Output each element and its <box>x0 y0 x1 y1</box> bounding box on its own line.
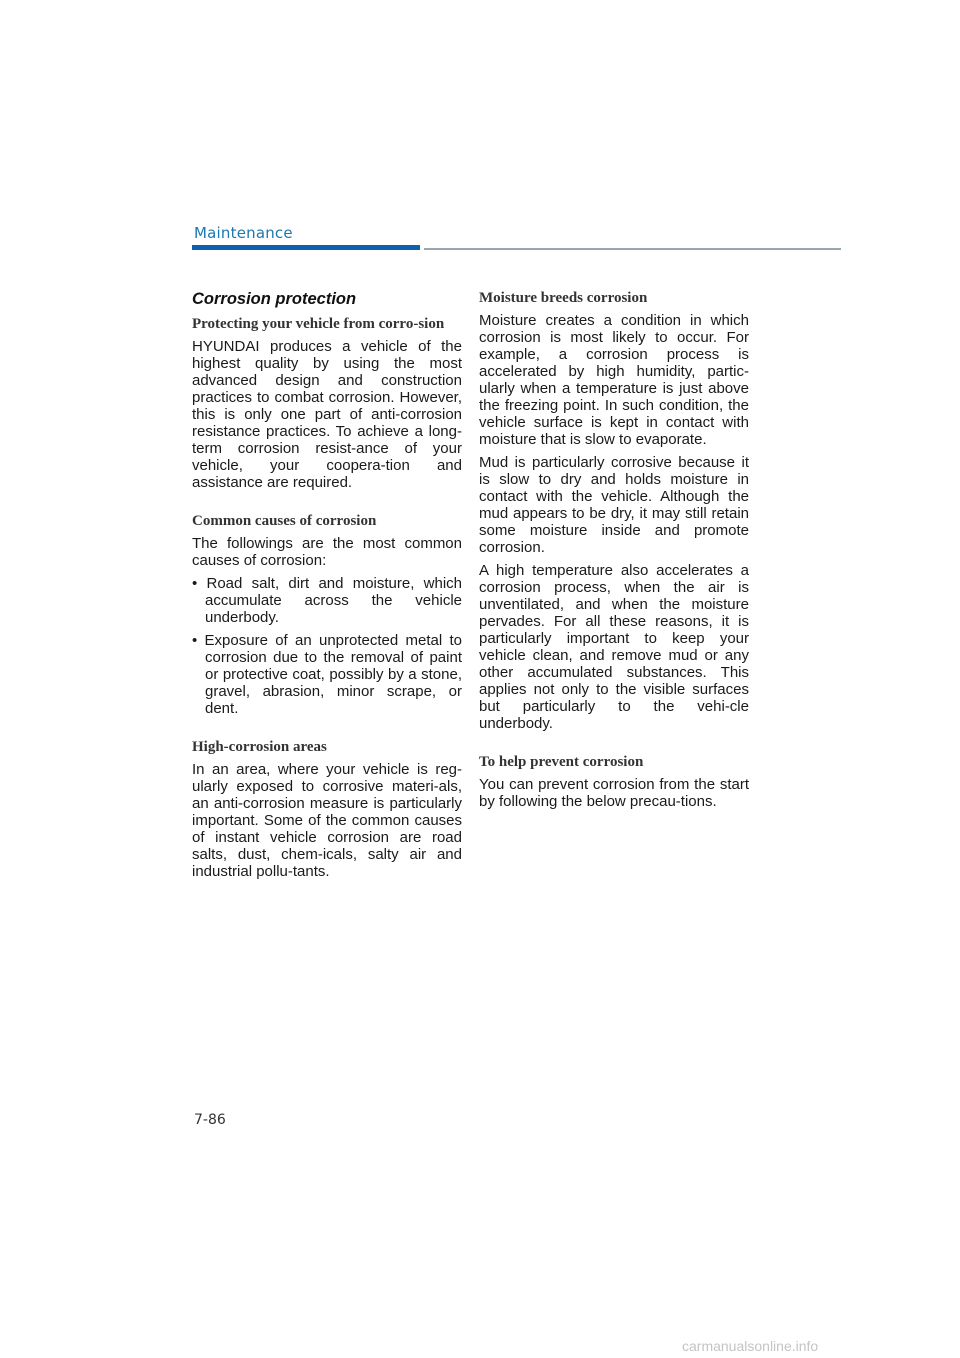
list-item: • Road salt, dirt and moisture, which accumulate across the vehicle underbody. <box>192 575 462 626</box>
paragraph-moisture-2: Mud is particularly corrosive because it is slow to dry and holds moisture in contact with the vehicle. Although the mud appears to be dry, it may still retain some moisture inside and promote corrosion. <box>479 454 749 556</box>
section-heading: Corrosion protection <box>192 290 357 308</box>
paragraph-moisture-1: Moisture creates a condition in which corrosion is most likely to occur. For example, a corrosion process is accelerated by high humidity, partic-ularly when a temperature is just above the freezing point. In such condition, the vehicle surface is kept in contact with moisture that is slow to evaporate. <box>479 312 749 448</box>
section-header-title: Maintenance <box>194 224 293 242</box>
subheading-protecting: Protecting your vehicle from corro-sion <box>192 316 445 332</box>
causes-list <box>192 575 462 717</box>
paragraph-moisture-3: A high temperature also accelerates a corrosion process, when the air is unventilated, and when the moisture pervades. For all these reasons, it is particularly important to keep your vehicle clean, and remove mud or any other accumulated substances. This applies not only to the visible surfaces but particularly to the vehi-cle underbody. <box>479 562 749 732</box>
page-number: 7-86 <box>194 1112 226 1128</box>
subheading-moisture: Moisture breeds corrosion <box>479 290 648 306</box>
watermark: carmanualsonline.info <box>682 1338 819 1354</box>
subheading-prevent: To help prevent corrosion <box>479 754 644 770</box>
paragraph-causes-intro: The followings are the most common causes of corrosion: <box>192 535 462 569</box>
paragraph-protecting: HYUNDAI produces a vehicle of the highest quality by using the most advanced design and construction practices to combat corrosion. However, this is only one part of anti-corrosion resistance practices. To achieve a long-term corrosion resist-ance of your vehicle, your coopera-tion and assistance are required. <box>192 338 462 491</box>
header-rule-accent <box>192 245 420 250</box>
list-item: • Exposure of an unprotected metal to corrosion due to the removal of paint or protective coat, possibly by a stone, gravel, abrasion, minor scrape, or dent. <box>192 632 462 717</box>
header-rule-line <box>424 248 841 250</box>
paragraph-prevent: You can prevent corrosion from the start by following the below precau-tions. <box>479 776 749 810</box>
right-column <box>479 290 749 816</box>
paragraph-high-corrosion: In an area, where your vehicle is reg-ularly exposed to corrosive materi-als, an anti-corrosion measure is particularly important. Some of the common causes of instant vehicle corrosion are road salts, dust, chem-icals, salty air and industrial pollu-tants. <box>192 761 462 880</box>
subheading-high-corrosion: High-corrosion areas <box>192 739 327 755</box>
subheading-common-causes: Common causes of corrosion <box>192 513 377 529</box>
left-column <box>192 290 462 886</box>
